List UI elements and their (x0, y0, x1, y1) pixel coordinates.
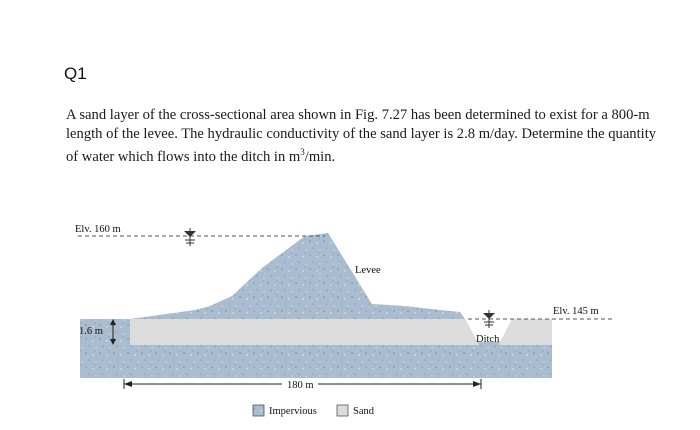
ditch-label: Ditch (476, 334, 500, 345)
legend (253, 405, 375, 417)
thickness-label: 1.6 m (79, 326, 103, 337)
legend-sand-swatch (337, 405, 348, 416)
water-table-symbol-left (184, 228, 196, 246)
length-label: 180 m (287, 380, 314, 391)
legend-impervious-swatch (253, 405, 264, 416)
legend-sand-label: Sand (353, 406, 374, 417)
problem-text-part2: /min. (304, 148, 336, 165)
elevation-left-label: Elv. 160 m (75, 224, 121, 235)
levee-label: Levee (355, 265, 381, 276)
elevation-right-label: Elv. 145 m (553, 306, 599, 317)
question-number: Q1 (64, 64, 87, 83)
problem-text-part1: A sand layer of the cross-sectional area shown in Fig. 7.27 has been determined to exist for a 800-m length of the levee. The hydraulic conductivity of the sand layer is 2.8 m/day. Determine the quantity of water which flows into the ditch in m (66, 107, 657, 165)
cubic-superscript: 3 (300, 147, 305, 157)
impervious-levee (130, 233, 465, 319)
legend-impervious-label: Impervious (269, 406, 317, 417)
